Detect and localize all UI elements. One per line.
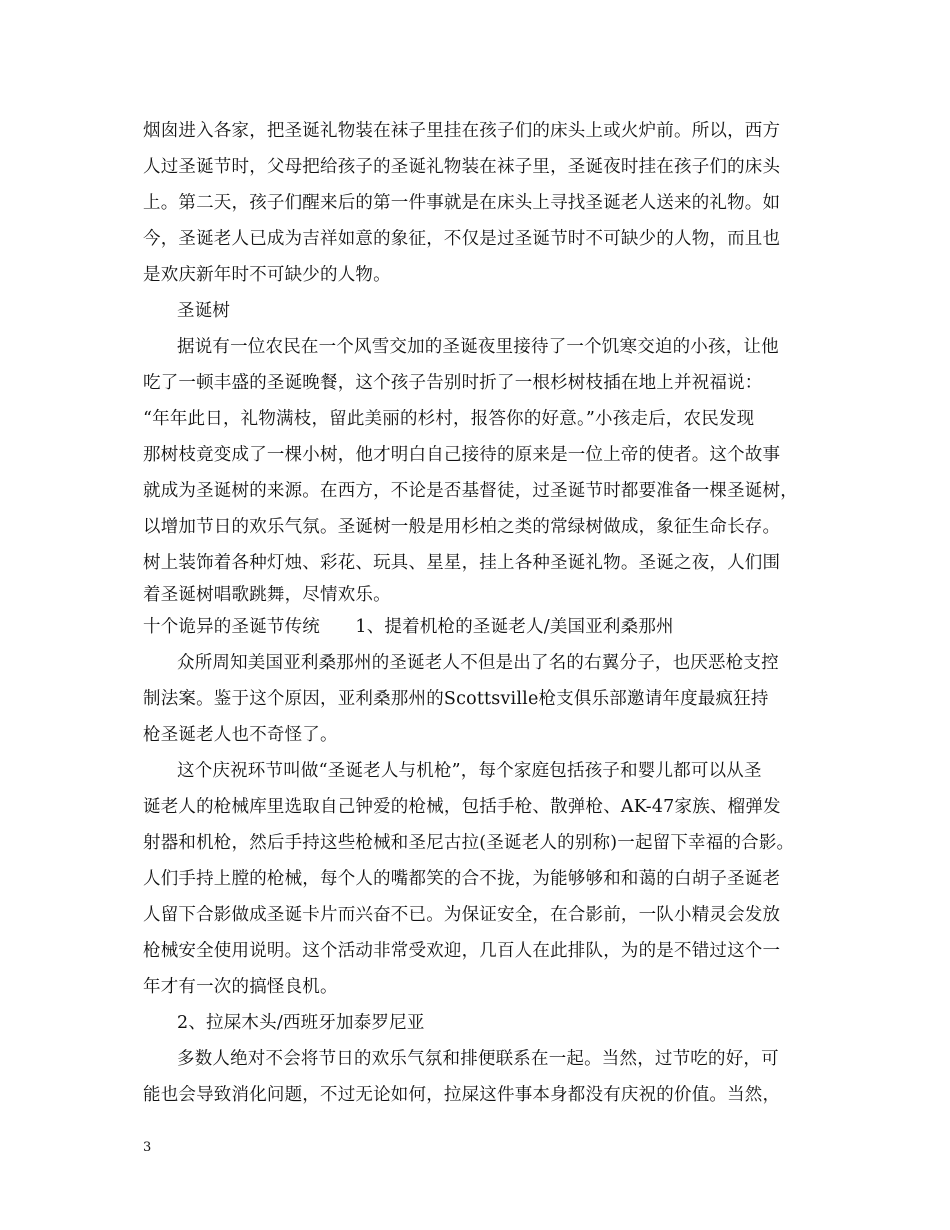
- text-line: 枪械安全使用说明。这个活动非常受欢迎，几百人在此排队，为的是不错过这个一: [143, 941, 781, 961]
- text-line: 今，圣诞老人已成为吉祥如意的象征，不仅是过圣诞节时不可缺少的人物，而且也: [143, 229, 781, 249]
- text-line: 十个诡异的圣诞节传统 1、提着机枪的圣诞老人/美国亚利桑那州: [143, 617, 674, 637]
- text-line: 人过圣诞节时，父母把给孩子的圣诞礼物装在袜子里，圣诞夜时挂在孩子们的床头: [143, 157, 781, 177]
- text-line: 以增加节日的欢乐气氛。圣诞树一般是用杉柏之类的常绿树做成，象征生命长存。: [143, 517, 781, 537]
- page-number: 3: [143, 1140, 152, 1155]
- text-line: 就成为圣诞树的来源。在西方，不论是否基督徒，过圣诞节时都要准备一棵圣诞树，: [143, 481, 798, 501]
- text-line: 这个庆祝环节叫做“圣诞老人与机枪”，每个家庭包括孩子和婴儿都可以从圣: [177, 761, 762, 781]
- text-line: 人留下合影做成圣诞卡片而兴奋不已。为保证安全，在合影前，一队小精灵会发放: [143, 905, 781, 925]
- text-line: 人们手持上膛的枪械，每个人的嘴都笑的合不拢，为能够够和和蔼的白胡子圣诞老: [143, 869, 781, 889]
- text-line: 2、拉屎木头/西班牙加泰罗尼亚: [177, 1013, 425, 1033]
- text-line: “年年此日，礼物满枝，留此美丽的杉村，报答你的好意。”小孩走后，农民发现: [143, 409, 755, 429]
- text-line: 那树枝竟变成了一棵小树，他才明白自己接待的原来是一位上帝的使者。这个故事: [143, 445, 781, 465]
- document-body: [143, 113, 813, 1113]
- text-line: 制法案。鉴于这个原因，亚利桑那州的Scottsville枪支俱乐部邀请年度最疯狂持: [143, 689, 769, 709]
- text-line: 诞老人的枪械库里选取自己钟爱的枪械，包括手枪、散弹枪、AK-47家族、榴弹发: [143, 797, 781, 817]
- text-line: 枪圣诞老人也不奇怪了。: [143, 725, 338, 745]
- text-line: 据说有一位农民在一个风雪交加的圣诞夜里接待了一个饥寒交迫的小孩，让他: [177, 337, 779, 357]
- text-line: 圣诞树: [177, 301, 231, 321]
- text-line: 射器和机枪，然后手持这些枪械和圣尼古拉(圣诞老人的别称)一起留下幸福的合影。: [143, 833, 795, 853]
- text-line: 烟囱进入各家，把圣诞礼物装在袜子里挂在孩子们的床头上或火炉前。所以，西方: [143, 121, 781, 141]
- text-line: 上。第二天，孩子们醒来后的第一件事就是在床头上寻找圣诞老人送来的礼物。如: [143, 193, 781, 213]
- text-line: 多数人绝对不会将节日的欢乐气氛和排便联系在一起。当然，过节吃的好，可: [177, 1049, 779, 1069]
- text-line: 能也会导致消化问题，不过无论如何，拉屎这件事本身都没有庆祝的价值。当然，: [143, 1085, 781, 1105]
- text-line: 吃了一顿丰盛的圣诞晚餐，这个孩子告别时折了一根杉树枝插在地上并祝福说：: [143, 373, 763, 393]
- text-line: 众所周知美国亚利桑那州的圣诞老人不但是出了名的右翼分子，也厌恶枪支控: [177, 653, 779, 673]
- text-line: 树上装饰着各种灯烛、彩花、玩具、星星，挂上各种圣诞礼物。圣诞之夜，人们围: [143, 553, 781, 573]
- text-line: 年才有一次的搞怪良机。: [143, 977, 338, 997]
- text-line: 是欢庆新年时不可缺少的人物。: [143, 265, 391, 285]
- text-line: 着圣诞树唱歌跳舞，尽情欢乐。: [143, 585, 391, 605]
